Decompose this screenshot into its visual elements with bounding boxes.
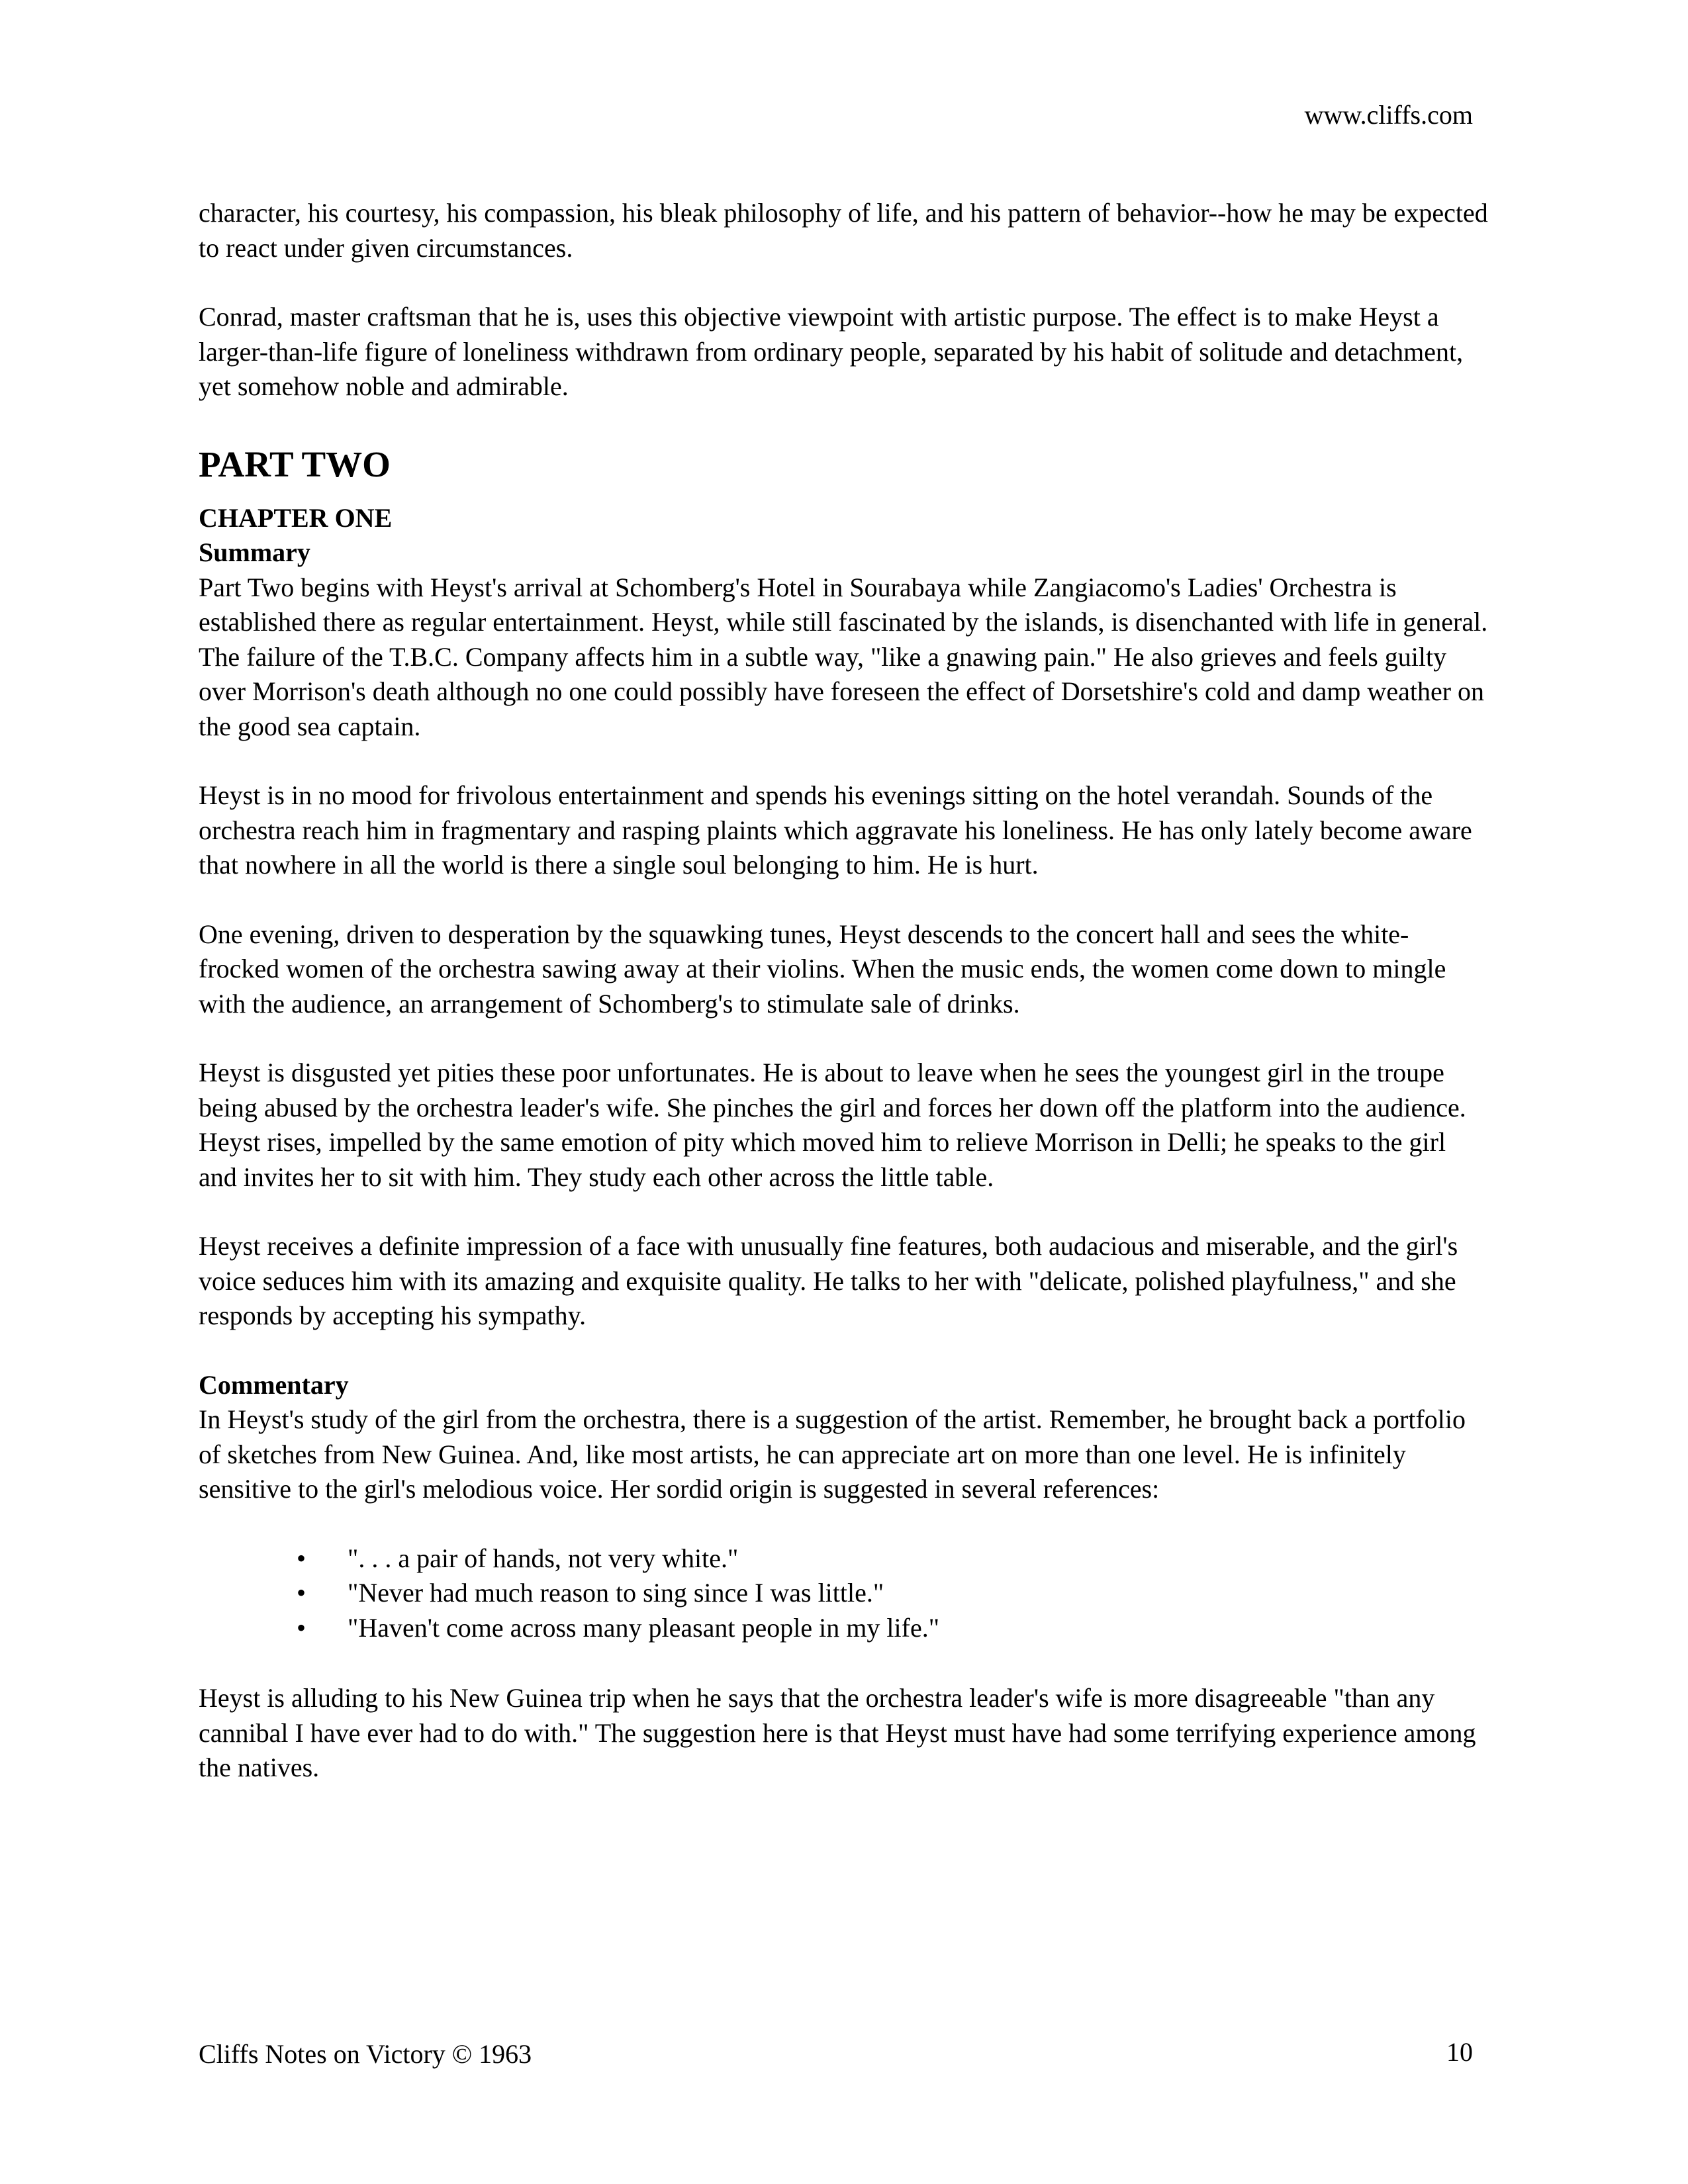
list-item xyxy=(199,1541,1489,1576)
reference-text: "Never had much reason to sing since I was little." xyxy=(348,1578,884,1608)
commentary-paragraph: In Heyst's study of the girl from the orchestra, there is a suggestion of the artist. Remember, he brought back a portfolio of sketches from New Guinea. And, like most artists, he can appreciate art on more than one level. He is infinitely sensitive to the girl's melodious voice. Her sordid origin is suggested in several references: xyxy=(199,1404,1466,1504)
summary-paragraph: Part Two begins with Heyst's arrival at Schomberg's Hotel in Sourabaya while Zangiacomo's Ladies' Orchestra is established there as regular entertainment. Heyst, while still fascinated by the islands, is disenchanted with life in general. The failure of the T.B.C. Company affects him in a subtle way, "like a gnawing pain." He also grieves and feels guilty over Morrison's death although no one could possibly have foreseen the effect of Dorsetshire's cold and damp weather on the good sea captain. xyxy=(199,572,1488,741)
reference-text: "Haven't come across many pleasant people in my life." xyxy=(348,1612,940,1643)
footer-title: Cliffs Notes on Victory © 1963 xyxy=(199,2039,532,2069)
closing-paragraph: Heyst is alluding to his New Guinea trip when he says that the orchestra leader's wife is more disagreeable "than any cannibal I have ever had to do with." The suggestion here is that Heyst must have had some terrifying experience among the natives. xyxy=(199,1683,1476,1782)
part-heading: PART TWO xyxy=(199,443,391,484)
bullet-icon: • xyxy=(297,1612,306,1643)
summary-paragraph: Heyst is disgusted yet pities these poor unfortunates. He is about to leave when he sees the youngest girl in the troupe being abused by the orchestra leader's wife. She pinches the girl and forces her down off the platform into the audience. Heyst rises, impelled by the same emotion of pity which moved him to relieve Morrison in Delli; he speaks to the girl and invites her to sit with him. They study each other across the little table. xyxy=(199,1058,1466,1192)
intro-paragraph: character, his courtesy, his compassion, his bleak philosophy of life, and his pattern of behavior--how he may be expected to react under given circumstances. xyxy=(199,198,1488,263)
page-number: 10 xyxy=(1446,2037,1473,2067)
summary-paragraph: One evening, driven to desperation by the squawking tunes, Heyst descends to the concert hall and sees the white-frocked women of the orchestra sawing away at their violins. When the music ends, the women come down to mingle with the audience, an arrangement of Schomberg's to stimulate sale of drinks. xyxy=(199,919,1446,1019)
bullet-icon: • xyxy=(297,1578,306,1608)
intro-paragraph: Conrad, master craftsman that he is, uses this objective viewpoint with artistic purpose. The effect is to make Heyst a larger-than-life figure of loneliness withdrawn from ordinary people, separated by his habit of solitude and detachment, yet somehow noble and admirable. xyxy=(199,302,1464,401)
summary-heading: Summary xyxy=(199,537,310,567)
summary-paragraph: Heyst receives a definite impression of a face with unusually fine features, both audacious and miserable, and the girl's voice seduces him with its amazing and exquisite quality. He talks to her with "delicate, polished playfulness," and she responds by accepting his sympathy. xyxy=(199,1231,1458,1330)
bullet-icon: • xyxy=(297,1543,306,1573)
chapter-heading: CHAPTER ONE xyxy=(199,502,393,533)
list-item xyxy=(199,1611,1489,1646)
references-list xyxy=(199,1541,1489,1646)
header-url: www.cliffs.com xyxy=(1304,100,1473,130)
summary-paragraph: Heyst is in no mood for frivolous entertainment and spends his evenings sitting on the hotel verandah. Sounds of the orchestra reach him in fragmentary and rasping plaints which aggravate his loneliness. He has only lately become aware that nowhere in all the world is there a single soul belonging to him. He is hurt. xyxy=(199,780,1472,880)
document-body xyxy=(199,196,1489,1820)
commentary-heading: Commentary xyxy=(199,1369,349,1400)
reference-text: ". . . a pair of hands, not very white." xyxy=(348,1543,739,1573)
list-item xyxy=(199,1576,1489,1611)
